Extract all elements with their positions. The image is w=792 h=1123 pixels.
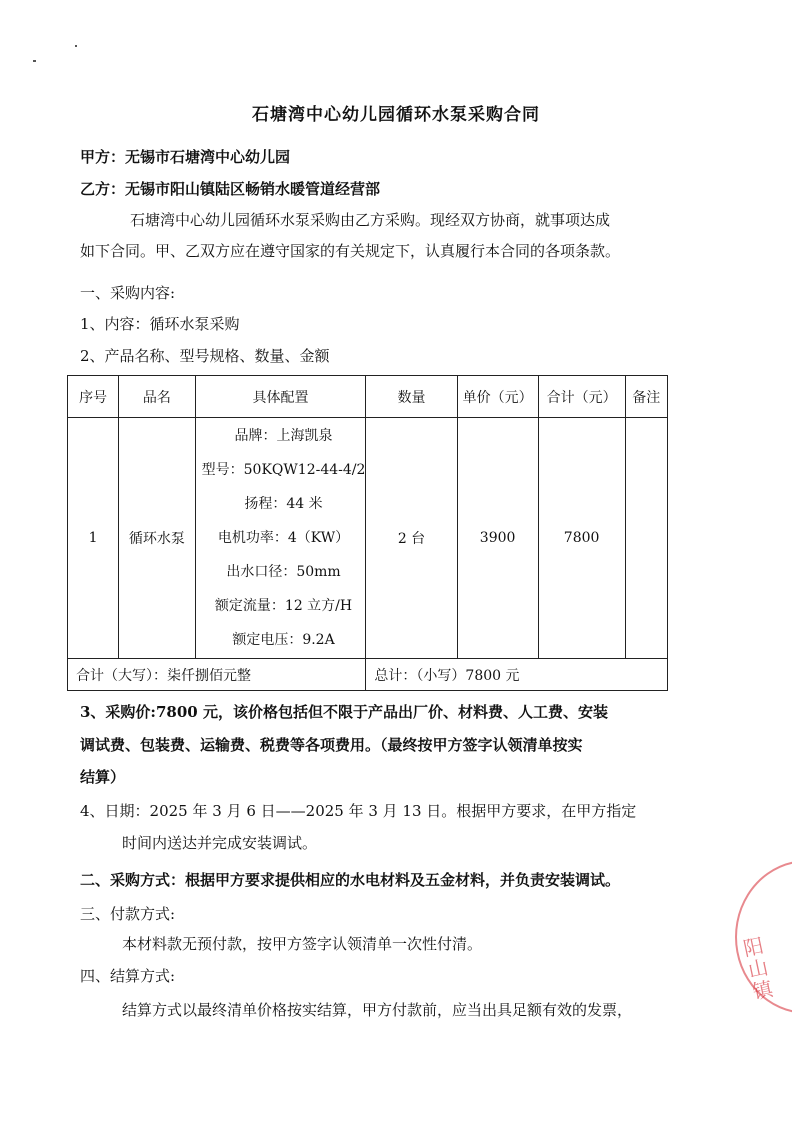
scan-speck bbox=[33, 60, 36, 62]
product-table bbox=[67, 375, 668, 691]
section-4-heading: 四、结算方式: bbox=[80, 967, 176, 985]
item-4-line-2: 时间内送达并完成安装调试。 bbox=[122, 834, 318, 852]
intro-line-1: 石塘湾中心幼儿园循环水泵采购由乙方采购。现经双方协商，就事项达成 bbox=[130, 211, 611, 229]
total-small: 总计：（小写）7800 元 bbox=[366, 659, 668, 691]
section-4-text: 结算方式以最终清单价格按实结算，甲方付款前，应当出具足额有效的发票， bbox=[122, 1001, 633, 1019]
table-total-row bbox=[68, 659, 668, 691]
cell-qty: 2 台 bbox=[366, 418, 457, 659]
intro-line-2: 如下合同。甲、乙双方应在遵守国家的有关规定下，认真履行本合同的各项条款。 bbox=[80, 242, 621, 260]
section-1-heading: 一、采购内容: bbox=[80, 284, 176, 302]
header-remark: 备注 bbox=[625, 376, 667, 418]
header-unit-price: 单价（元） bbox=[457, 376, 538, 418]
total-caps: 合计（大写）：柒仟捌佰元整 bbox=[68, 659, 366, 691]
cell-no: 1 bbox=[68, 418, 119, 659]
section-3-heading: 三、付款方式: bbox=[80, 905, 176, 923]
item-4-line-1: 4、日期：2025 年 3 月 6 日——2025 年 3 月 13 日。根据甲方要求，在甲方指定 bbox=[80, 802, 637, 820]
section-3-text: 本材料款无预付款，按甲方签字认领清单一次性付清。 bbox=[122, 935, 483, 953]
section-2: 二、采购方式：根据甲方要求提供相应的水电材料及五金材料，并负责安装调试。 bbox=[80, 871, 621, 889]
config-power: 电机功率：4（KW） bbox=[217, 530, 350, 546]
header-config: 具体配置 bbox=[195, 376, 366, 418]
header-no: 序号 bbox=[68, 376, 119, 418]
cell-name: 循环水泵 bbox=[119, 418, 196, 659]
item-3-line-1: 3、采购价:7800 元，该价格包括但不限于产品出厂价、材料费、人工费、安装 bbox=[80, 703, 608, 721]
seal-text: 阳山镇 bbox=[741, 933, 775, 1004]
config-model: 型号：50KQW12-44-4/2 bbox=[201, 462, 366, 478]
document-title: 石塘湾中心幼儿园循环水泵采购合同 bbox=[252, 105, 540, 125]
config-flow: 额定流量：12 立方/H bbox=[214, 598, 353, 614]
item-2: 2、产品名称、型号规格、数量、金额 bbox=[80, 347, 330, 365]
header-total: 合计（元） bbox=[538, 376, 625, 418]
config-voltage: 额定电压：9.2A bbox=[232, 632, 335, 648]
header-qty: 数量 bbox=[366, 376, 457, 418]
cell-total: 7800 bbox=[538, 418, 625, 659]
item-3-line-3: 结算） bbox=[80, 768, 126, 786]
item-1: 1、内容：循环水泵采购 bbox=[80, 315, 240, 333]
cell-remark bbox=[625, 418, 667, 659]
table-row bbox=[68, 418, 668, 659]
config-brand: 品牌：上海凯泉 bbox=[234, 428, 333, 444]
config-outlet: 出水口径：50mm bbox=[226, 564, 341, 580]
party-a: 甲方：无锡市石塘湾中心幼儿园 bbox=[80, 148, 291, 166]
table-header-row bbox=[68, 376, 668, 418]
cell-unit-price: 3900 bbox=[457, 418, 538, 659]
scan-speck bbox=[75, 45, 77, 47]
cell-config bbox=[195, 418, 366, 659]
party-b: 乙方：无锡市阳山镇陆区畅销水暖管道经营部 bbox=[80, 180, 381, 198]
header-name: 品名 bbox=[119, 376, 196, 418]
config-head: 扬程：44 米 bbox=[244, 496, 323, 512]
item-3-line-2: 调试费、包装费、运输费、税费等各项费用。（最终按甲方签字认领清单按实 bbox=[80, 736, 583, 754]
